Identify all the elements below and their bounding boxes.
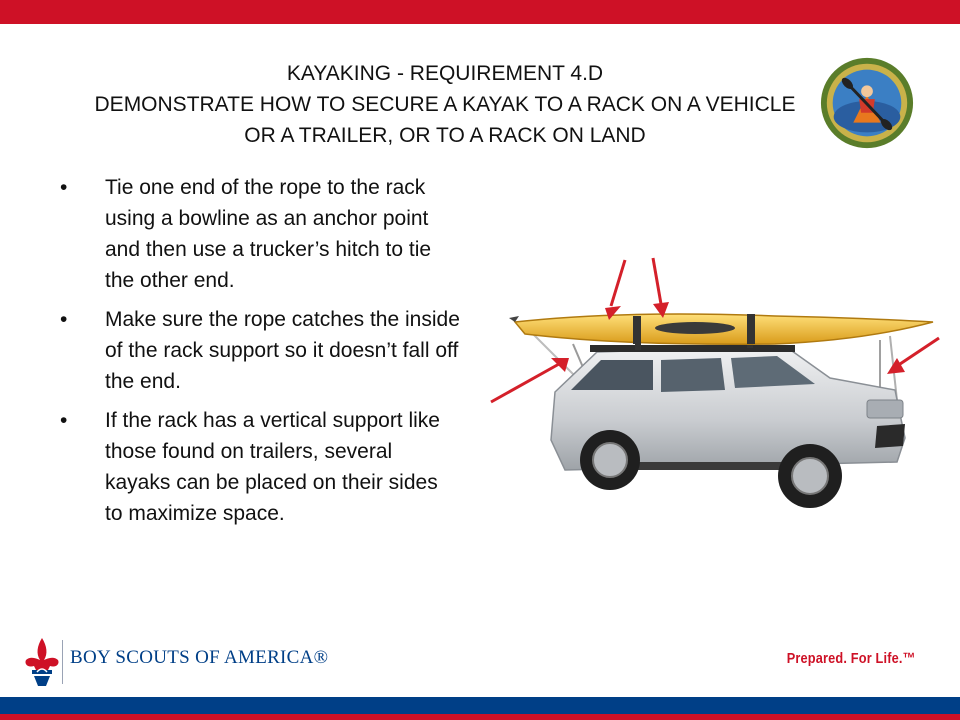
footer-divider	[62, 640, 63, 684]
title-line-1: KAYAKING - REQUIREMENT 4.D	[286, 62, 604, 85]
bottom-red-stripe	[0, 714, 960, 720]
bullet-dot: •	[60, 176, 68, 199]
org-name: BOY SCOUTS OF AMERICA®	[70, 647, 329, 668]
title-line-3: OR A TRAILER, OR TO A RACK ON LAND	[244, 124, 646, 147]
bullet-text: Tie one end of the rope to the rack using a bowline as an anchor point and then use a trucker’s hitch to tie the other end.	[105, 176, 432, 292]
top-red-bar	[0, 0, 960, 24]
kayak-on-suv-photo	[485, 250, 945, 530]
bullet-item	[60, 405, 460, 529]
bullet-item	[60, 172, 460, 296]
bullet-text: Make sure the rope catches the inside of the rack support so it doesn’t fall off the end.	[105, 308, 460, 393]
bullet-text: If the rack has a vertical support like those found on trailers, several kayaks can be placed on their sides to maximize space.	[105, 409, 440, 525]
bullet-dot: •	[60, 409, 68, 432]
bullet-list	[60, 172, 460, 537]
title-line-2: DEMONSTRATE HOW TO SECURE A KAYAK TO A RACK ON A VEHICLE	[94, 93, 796, 116]
bottom-blue-stripe	[0, 697, 960, 714]
bsa-fleur-de-lis-logo-icon	[22, 636, 62, 688]
bottom-color-bar	[0, 697, 960, 720]
kayaking-merit-badge-icon	[818, 54, 916, 152]
bullet-item	[60, 304, 460, 397]
tagline: Prepared. For Life.™	[787, 650, 916, 667]
slide-title	[40, 58, 850, 151]
bullet-dot: •	[60, 308, 68, 331]
